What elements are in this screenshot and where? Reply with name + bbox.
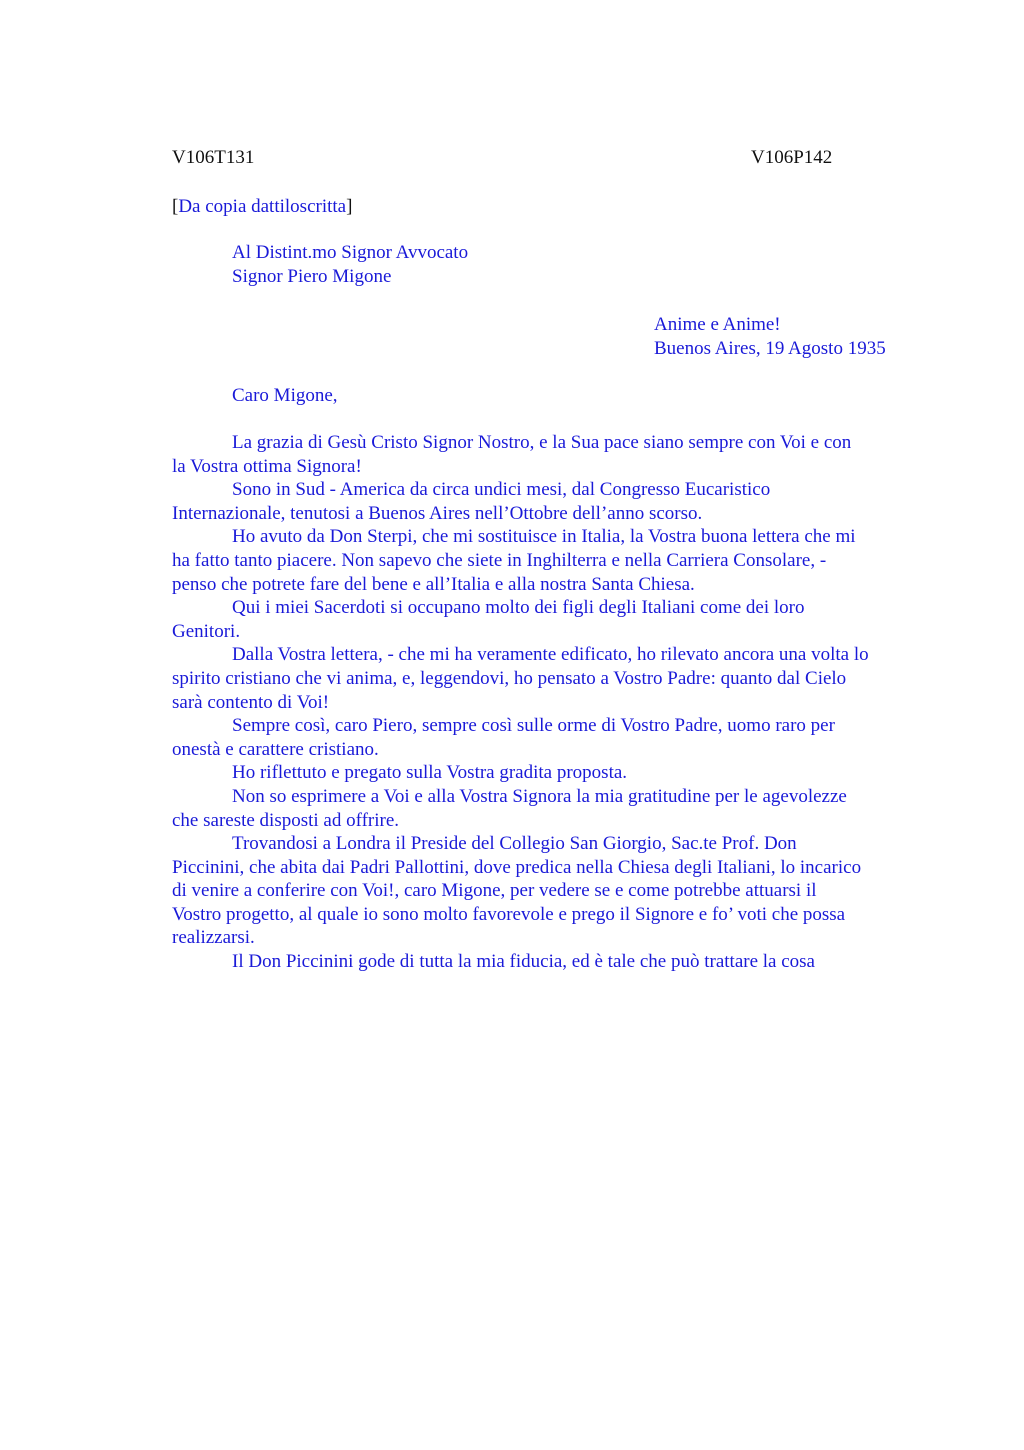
source-note: [172, 195, 352, 219]
paragraph-line: Sono in Sud - America da circa undici mesi, dal Congresso Eucaristico: [232, 479, 771, 501]
paragraph-line: Vostro progetto, al quale io sono molto favorevole e prego il Signore e fo’ voti che possa: [172, 903, 846, 925]
paragraph-line: Trovandosi a Londra il Preside del Collegio San Giorgio, Sac.te Prof. Don: [232, 833, 797, 855]
paragraph: [172, 832, 932, 950]
paragraph-line: Internazionale, tenutosi a Buenos Aires nell’Ottobre dell’anno scorso.: [172, 502, 703, 524]
source-note-open-bracket: [: [172, 196, 179, 217]
paragraph-line: Non so esprimere a Voi e alla Vostra Signora la mia gratitudine per le agevolezze: [232, 785, 847, 807]
paragraph-line: sarà contento di Voi!: [172, 691, 330, 713]
paragraph-line: Ho avuto da Don Sterpi, che mi sostituisce in Italia, la Vostra buona lettera che mi: [232, 526, 856, 548]
addressee-line-1: Al Distint.mo Signor Avvocato: [232, 242, 469, 263]
dateline-block: [654, 313, 886, 360]
paragraph-line: Genitori.: [172, 620, 241, 642]
document-code-right: V106P142: [751, 147, 833, 168]
place-date: Buenos Aires, 19 Agosto 1935: [654, 337, 886, 359]
paragraph-line: ha fatto tanto piacere. Non sapevo che siete in Inghilterra e nella Carriera Consolare, -: [172, 549, 827, 571]
paragraph-line: Il Don Piccinini gode di tutta la mia fiducia, ed è tale che può trattare la cosa: [232, 951, 815, 973]
salutation: Caro Migone,: [232, 385, 338, 406]
paragraph-line: penso che potrete fare del bene e all’Italia e alla nostra Santa Chiesa.: [172, 573, 695, 595]
paragraph-line: Ho riflettuto e pregato sulla Vostra gradita proposta.: [232, 762, 628, 784]
letter-body: [172, 431, 932, 974]
paragraph-line: realizzarsi.: [172, 927, 255, 949]
paragraph-line: la Vostra ottima Signora!: [172, 455, 362, 477]
paragraph: [172, 714, 932, 761]
paragraph-line: Qui i miei Sacerdoti si occupano molto dei figli degli Italiani come dei loro: [232, 597, 805, 619]
addressee-block: [232, 241, 468, 288]
addressee-line-2: Signor Piero Migone: [232, 265, 392, 287]
paragraph: [172, 950, 932, 974]
paragraph: [172, 596, 932, 643]
paragraph-line: Dalla Vostra lettera, - che mi ha veramente edificato, ho rilevato ancora una volta lo: [232, 644, 869, 666]
paragraph-line: Sempre così, caro Piero, sempre così sulle orme di Vostro Padre, uomo raro per: [232, 715, 835, 737]
source-note-close-bracket: ]: [346, 196, 353, 217]
paragraph-line: di venire a conferire con Voi!, caro Migone, per vedere se e come potrebbe attuarsi il: [172, 880, 817, 902]
paragraph: [172, 478, 932, 525]
source-note-text: Da copia dattiloscritta: [178, 196, 347, 217]
paragraph-line: onestà e carattere cristiano.: [172, 738, 379, 760]
paragraph-line: Piccinini, che abita dai Padri Pallottini, dove predica nella Chiesa degli Italiani, lo incarico: [172, 856, 862, 878]
motto: Anime e Anime!: [654, 314, 781, 335]
paragraph: [172, 525, 932, 596]
paragraph: [172, 761, 932, 785]
document-code-left: V106T131: [172, 147, 255, 168]
paragraph: [172, 785, 932, 832]
paragraph: [172, 431, 932, 478]
paragraph-line: che sareste disposti ad offrire.: [172, 809, 400, 831]
paragraph-line: spirito cristiano che vi anima, e, leggendovi, ho pensato a Vostro Padre: quanto dal Cielo: [172, 667, 847, 689]
paragraph: [172, 643, 932, 714]
paragraph-line: La grazia di Gesù Cristo Signor Nostro, e la Sua pace siano sempre con Voi e con: [232, 432, 852, 453]
